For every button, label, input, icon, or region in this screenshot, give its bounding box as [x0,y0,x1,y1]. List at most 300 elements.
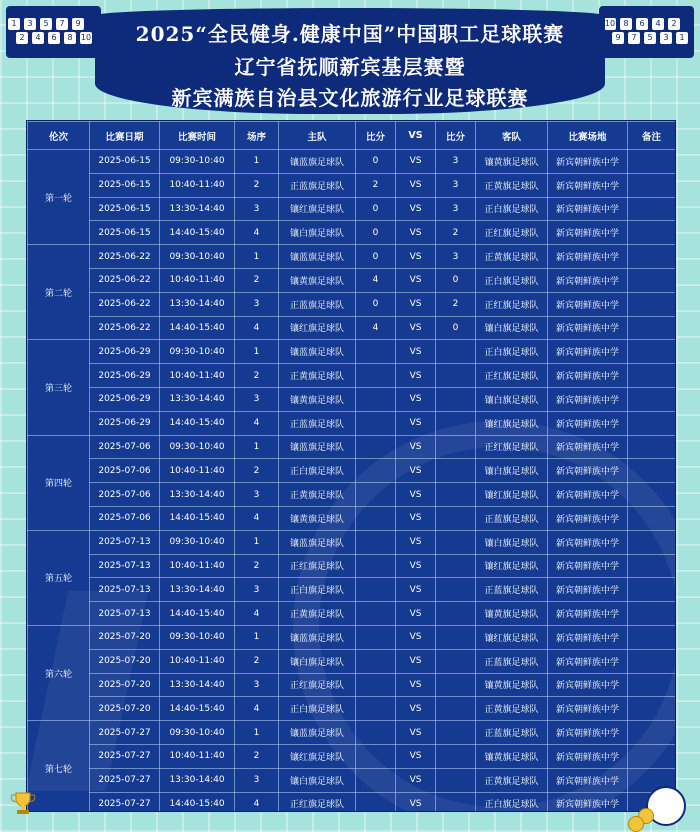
table-cell: VS [396,554,436,578]
table-cell: 4 [235,697,279,721]
table-cell: VS [396,316,436,340]
table-cell: 09:30-10:40 [160,245,235,269]
table-cell [356,483,396,507]
table-cell: 正白旗足球队 [476,792,548,812]
table-cell: 10:40-11:40 [160,554,235,578]
number-tag: 4 [32,32,44,44]
table-cell: 镶白旗足球队 [476,387,548,411]
number-tag: 2 [668,18,680,30]
table-row [28,721,676,745]
number-tag: 1 [676,32,688,44]
table-cell: VS [396,411,436,435]
number-tag: 1 [8,18,20,30]
title-banner [95,8,605,114]
table-cell: 正红旗足球队 [476,292,548,316]
column-header: 场序 [235,122,279,150]
table-cell: 09:30-10:40 [160,721,235,745]
table-cell [356,554,396,578]
table-cell [356,411,396,435]
table-row [28,792,676,812]
table-cell: 新宾朝鲜族中学 [548,697,628,721]
round-label: 第七轮 [28,721,90,812]
table-cell: 2025-07-27 [90,721,160,745]
table-cell [628,268,676,292]
table-cell: 正红旗足球队 [279,673,356,697]
table-cell: 0 [356,150,396,174]
table-row [28,459,676,483]
table-cell: 3 [436,150,476,174]
table-cell: VS [396,459,436,483]
table-cell: 13:30-14:40 [160,673,235,697]
round-label: 第五轮 [28,530,90,625]
table-cell [356,578,396,602]
table-row [28,316,676,340]
schedule-table [27,121,676,812]
table-cell: 4 [235,792,279,812]
table-cell: 2025-07-27 [90,792,160,812]
table-cell [628,411,676,435]
table-row [28,173,676,197]
table-row [28,625,676,649]
table-cell [436,673,476,697]
table-cell: 4 [235,602,279,626]
table-cell: 4 [356,316,396,340]
table-cell: 2025-06-29 [90,364,160,388]
table-row [28,578,676,602]
table-cell: 正白旗足球队 [279,697,356,721]
table-cell: 正蓝旗足球队 [279,292,356,316]
table-cell: 2 [235,364,279,388]
table-cell [356,435,396,459]
number-tag: 4 [652,18,664,30]
table-cell [628,483,676,507]
table-cell: VS [396,768,436,792]
table-cell: 2025-06-29 [90,340,160,364]
table-cell: 镶蓝旗足球队 [279,340,356,364]
table-cell: 正白旗足球队 [476,268,548,292]
table-row [28,435,676,459]
table-header-row [28,122,676,150]
table-cell: 2025-06-15 [90,150,160,174]
table-cell: 2025-06-22 [90,245,160,269]
table-cell: 3 [235,387,279,411]
table-cell: VS [396,673,436,697]
table-cell [436,459,476,483]
table-cell: 14:40-15:40 [160,602,235,626]
table-row [28,744,676,768]
table-cell [356,364,396,388]
table-cell: 14:40-15:40 [160,792,235,812]
table-cell: 3 [436,245,476,269]
table-cell: 2 [356,173,396,197]
table-cell: 2 [235,744,279,768]
table-row [28,554,676,578]
table-cell: 2 [235,554,279,578]
table-cell [436,530,476,554]
table-cell: 正白旗足球队 [476,340,548,364]
table-cell: 0 [356,292,396,316]
table-cell [628,292,676,316]
title-line-3: 新宾满族自治县文化旅游行业足球联赛 [171,86,529,110]
table-cell [356,792,396,812]
table-cell [356,387,396,411]
number-tag: 8 [620,18,632,30]
table-cell: 2025-07-06 [90,506,160,530]
table-cell: 正蓝旗足球队 [476,578,548,602]
table-cell: 新宾朝鲜族中学 [548,673,628,697]
table-cell: VS [396,483,436,507]
table-cell: 镶蓝旗足球队 [279,721,356,745]
table-cell: 2025-07-13 [90,578,160,602]
column-header: 比分 [356,122,396,150]
table-cell: 新宾朝鲜族中学 [548,340,628,364]
table-row [28,197,676,221]
coin-icon [628,816,644,832]
table-cell: 正黄旗足球队 [279,483,356,507]
table-row [28,245,676,269]
table-cell: VS [396,387,436,411]
round-label: 第六轮 [28,625,90,720]
table-cell: 镶红旗足球队 [279,197,356,221]
number-tag: 10 [80,33,92,42]
table-cell: 正蓝旗足球队 [476,721,548,745]
table-cell: 镶白旗足球队 [279,649,356,673]
table-cell: 正红旗足球队 [476,364,548,388]
table-cell: VS [396,245,436,269]
table-cell: 09:30-10:40 [160,340,235,364]
table-cell: 新宾朝鲜族中学 [548,221,628,245]
table-cell: 1 [235,340,279,364]
table-cell: VS [396,506,436,530]
table-cell: 新宾朝鲜族中学 [548,197,628,221]
table-cell [436,483,476,507]
table-cell: 2025-06-29 [90,411,160,435]
table-cell: 镶黄旗足球队 [476,673,548,697]
number-tag: 2 [16,32,28,44]
table-cell: 新宾朝鲜族中学 [548,459,628,483]
column-header: 主队 [279,122,356,150]
table-cell [436,697,476,721]
table-cell: VS [396,435,436,459]
number-tags-left [8,14,96,54]
table-cell: 1 [235,245,279,269]
round-label: 第四轮 [28,435,90,530]
table-cell: 09:30-10:40 [160,625,235,649]
number-tag: 8 [64,32,76,44]
table-cell: 2 [235,459,279,483]
table-cell: 新宾朝鲜族中学 [548,173,628,197]
table-cell: 2025-07-06 [90,459,160,483]
table-cell [628,625,676,649]
table-cell: 镶黄旗足球队 [476,602,548,626]
column-header: 比赛时间 [160,122,235,150]
table-row [28,268,676,292]
table-cell [356,649,396,673]
table-cell: 镶白旗足球队 [476,530,548,554]
table-cell: 镶白旗足球队 [476,459,548,483]
column-header: 伦次 [28,122,90,150]
title-line-1: 2025“全民健身.健康中国”中国职工足球联赛 [135,22,565,46]
column-header: 比赛日期 [90,122,160,150]
table-cell [628,459,676,483]
table-cell: 2 [235,649,279,673]
table-cell [436,506,476,530]
table-cell: 镶蓝旗足球队 [279,245,356,269]
table-cell: 2025-07-13 [90,554,160,578]
table-cell: 新宾朝鲜族中学 [548,578,628,602]
table-cell: 正蓝旗足球队 [476,506,548,530]
table-cell: 新宾朝鲜族中学 [548,483,628,507]
table-cell [436,649,476,673]
number-tag: 7 [628,32,640,44]
table-cell [628,435,676,459]
table-cell [628,150,676,174]
table-cell: 2025-07-20 [90,649,160,673]
table-cell: 新宾朝鲜族中学 [548,554,628,578]
table-row [28,292,676,316]
table-cell: VS [396,792,436,812]
table-cell [628,364,676,388]
table-cell: 正红旗足球队 [279,554,356,578]
round-label: 第一轮 [28,150,90,245]
table-cell: VS [396,173,436,197]
column-header: 备注 [628,122,676,150]
table-cell: 14:40-15:40 [160,316,235,340]
table-cell [628,649,676,673]
table-cell: 4 [235,506,279,530]
table-cell: 镶蓝旗足球队 [279,625,356,649]
table-cell: 10:40-11:40 [160,459,235,483]
table-cell [436,435,476,459]
number-tags-right [604,14,692,54]
table-cell: 13:30-14:40 [160,768,235,792]
table-cell: 0 [436,316,476,340]
table-cell: 13:30-14:40 [160,483,235,507]
table-cell: 10:40-11:40 [160,173,235,197]
table-cell [356,768,396,792]
number-tag: 9 [72,18,84,30]
table-cell [436,602,476,626]
table-cell: 3 [235,673,279,697]
table-body [28,150,676,813]
table-cell [436,411,476,435]
number-tag: 10 [604,19,616,28]
table-cell: 正蓝旗足球队 [476,649,548,673]
table-cell: 13:30-14:40 [160,292,235,316]
table-cell [628,673,676,697]
table-cell: 2025-07-13 [90,530,160,554]
table-cell: 正红旗足球队 [476,221,548,245]
table-row [28,483,676,507]
table-cell: 3 [436,197,476,221]
table-cell: 正黄旗足球队 [279,602,356,626]
round-label: 第三轮 [28,340,90,435]
table-cell: 2025-07-13 [90,602,160,626]
table-cell: 镶黄旗足球队 [279,268,356,292]
table-cell [356,721,396,745]
table-cell [356,602,396,626]
table-cell [356,530,396,554]
table-cell [628,530,676,554]
table-cell: 2 [436,292,476,316]
table-cell: 镶红旗足球队 [279,316,356,340]
table-cell: 4 [356,268,396,292]
table-cell [356,506,396,530]
table-cell: 10:40-11:40 [160,744,235,768]
table-cell: 0 [356,245,396,269]
table-cell: 14:40-15:40 [160,506,235,530]
table-cell [356,340,396,364]
table-cell: 0 [356,221,396,245]
table-cell: VS [396,697,436,721]
table-cell [436,578,476,602]
table-cell: 正白旗足球队 [279,578,356,602]
table-cell: 2025-07-06 [90,435,160,459]
table-cell: 正黄旗足球队 [279,364,356,388]
table-row [28,221,676,245]
column-header: 比赛场地 [548,122,628,150]
table-cell: VS [396,150,436,174]
table-cell: 新宾朝鲜族中学 [548,721,628,745]
table-cell: 新宾朝鲜族中学 [548,744,628,768]
table-cell: 镶红旗足球队 [476,411,548,435]
number-tag: 3 [660,32,672,44]
table-cell [436,554,476,578]
table-row [28,602,676,626]
table-row [28,530,676,554]
table-cell: VS [396,625,436,649]
table-cell: 正黄旗足球队 [476,173,548,197]
table-cell: 镶红旗足球队 [279,744,356,768]
table-cell: 14:40-15:40 [160,221,235,245]
table-row [28,411,676,435]
table-cell: 新宾朝鲜族中学 [548,792,628,812]
table-cell: VS [396,197,436,221]
table-row [28,506,676,530]
table-cell: 镶蓝旗足球队 [279,435,356,459]
table-cell: 2025-07-20 [90,673,160,697]
table-cell: 镶蓝旗足球队 [279,530,356,554]
column-header: 客队 [476,122,548,150]
table-cell: 2025-06-22 [90,292,160,316]
table-cell: 新宾朝鲜族中学 [548,387,628,411]
table-cell: 正黄旗足球队 [476,697,548,721]
table-cell [356,697,396,721]
table-cell: 3 [235,578,279,602]
table-row [28,768,676,792]
table-cell: 13:30-14:40 [160,578,235,602]
table-cell: 0 [436,268,476,292]
table-cell: 09:30-10:40 [160,435,235,459]
table-cell: 4 [235,221,279,245]
table-cell: 新宾朝鲜族中学 [548,506,628,530]
table-cell: 新宾朝鲜族中学 [548,245,628,269]
table-cell: 镶白旗足球队 [279,221,356,245]
table-row [28,364,676,388]
table-cell [436,744,476,768]
table-cell [436,625,476,649]
table-cell: 正黄旗足球队 [476,768,548,792]
table-cell: 镶黄旗足球队 [476,150,548,174]
table-cell: 正红旗足球队 [476,435,548,459]
table-cell: 镶白旗足球队 [279,768,356,792]
table-cell: 新宾朝鲜族中学 [548,530,628,554]
table-cell: 1 [235,435,279,459]
table-cell [628,197,676,221]
table-cell: 新宾朝鲜族中学 [548,364,628,388]
table-cell: 正白旗足球队 [279,459,356,483]
table-cell [628,554,676,578]
table-cell: 镶红旗足球队 [476,554,548,578]
table-cell: 新宾朝鲜族中学 [548,602,628,626]
table-cell: 2025-06-15 [90,197,160,221]
table-cell: VS [396,602,436,626]
column-header: 比分 [436,122,476,150]
table-cell: 2 [235,173,279,197]
table-cell [628,744,676,768]
table-cell: 3 [235,483,279,507]
table-cell: VS [396,364,436,388]
table-cell [436,364,476,388]
table-cell: 新宾朝鲜族中学 [548,268,628,292]
table-cell: 新宾朝鲜族中学 [548,625,628,649]
table-cell [628,697,676,721]
table-cell: 14:40-15:40 [160,411,235,435]
table-cell: 2025-07-20 [90,625,160,649]
table-cell [628,245,676,269]
table-cell: 3 [436,173,476,197]
table-cell: 2 [235,268,279,292]
trophy-icon [10,790,36,816]
table-cell: VS [396,530,436,554]
table-cell: 2 [436,221,476,245]
table-row [28,673,676,697]
table-cell: 正蓝旗足球队 [279,411,356,435]
table-cell: VS [396,268,436,292]
table-cell: 3 [235,292,279,316]
table-cell: VS [396,221,436,245]
table-cell: 2025-06-22 [90,268,160,292]
table-cell: 新宾朝鲜族中学 [548,411,628,435]
table-cell: 4 [235,411,279,435]
number-tag: 3 [24,18,36,30]
table-cell: 13:30-14:40 [160,197,235,221]
table-cell: 2025-06-22 [90,316,160,340]
table-cell: 3 [235,197,279,221]
table-cell: VS [396,340,436,364]
table-cell [356,625,396,649]
table-row [28,150,676,174]
table-cell [628,340,676,364]
number-tag: 5 [644,32,656,44]
round-label: 第二轮 [28,245,90,340]
table-cell: 1 [235,721,279,745]
table-cell: 0 [356,197,396,221]
table-cell: 镶黄旗足球队 [279,506,356,530]
table-row [28,387,676,411]
table-cell [628,721,676,745]
table-cell [356,459,396,483]
table-cell: 1 [235,625,279,649]
table-cell: VS [396,578,436,602]
table-cell: 镶红旗足球队 [476,625,548,649]
table-cell: 10:40-11:40 [160,649,235,673]
table-cell: 09:30-10:40 [160,530,235,554]
table-cell: 2025-06-15 [90,221,160,245]
table-cell: 正红旗足球队 [279,792,356,812]
table-cell [628,316,676,340]
table-cell: VS [396,292,436,316]
